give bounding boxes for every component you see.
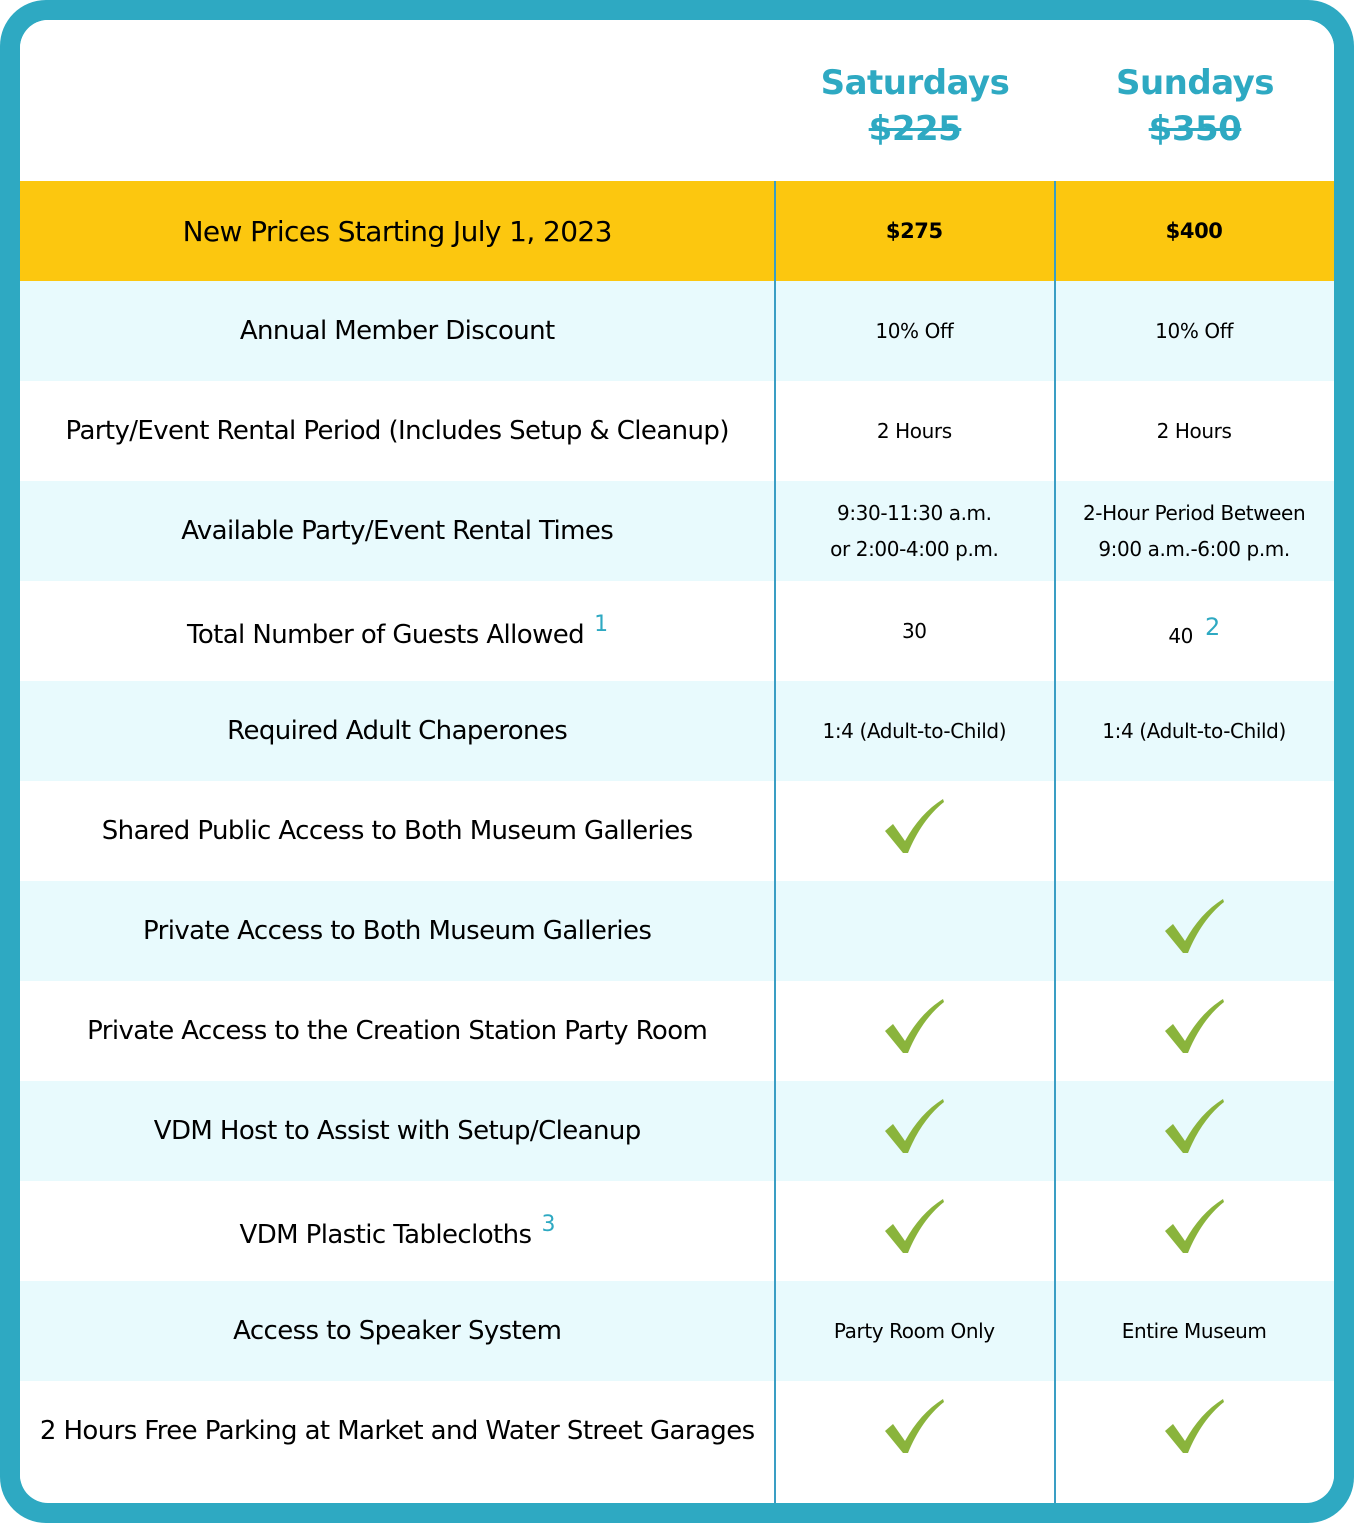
- footnote-marker: 2: [1204, 612, 1220, 641]
- saturday-cell: [774, 1397, 1054, 1466]
- table-row-member-discount: [20, 281, 1334, 381]
- saturday-old-price: $225: [868, 109, 962, 149]
- checkmark-icon: [883, 1397, 945, 1455]
- row-label: [20, 612, 774, 650]
- table-row-tablecloths: [20, 1181, 1334, 1281]
- column-divider: [1054, 181, 1056, 1503]
- table-row-guests: [20, 581, 1334, 681]
- checkmark-icon: [1163, 1397, 1225, 1455]
- saturday-cell: [774, 997, 1054, 1066]
- saturday-cell: [774, 797, 1054, 866]
- sunday-cell: 2 Hours: [1156, 419, 1232, 443]
- sunday-cell: [1054, 1097, 1334, 1166]
- table-row-speaker-system: [20, 1281, 1334, 1381]
- sunday-time-line-1: 2-Hour Period Between: [1082, 501, 1306, 525]
- sunday-header: [1055, 60, 1334, 152]
- checkmark-icon: [883, 997, 945, 1055]
- table-header: [20, 20, 1334, 181]
- saturday-cell: 30: [901, 619, 927, 643]
- sunday-cell: [1054, 609, 1334, 654]
- sunday-cell: 10% Off: [1155, 319, 1234, 343]
- sunday-cell: Entire Museum: [1121, 1319, 1267, 1343]
- footnote-marker: 3: [541, 1212, 555, 1237]
- row-label: New Prices Starting July 1, 2023: [182, 214, 612, 248]
- table-row-new-prices: [20, 181, 1334, 281]
- checkmark-icon: [883, 1197, 945, 1255]
- pricing-card: [20, 20, 1334, 1503]
- sunday-day-label: Sundays: [1115, 63, 1275, 103]
- row-label: VDM Host to Assist with Setup/Cleanup: [153, 1116, 641, 1146]
- table-row-rental-period: [20, 381, 1334, 481]
- table-row-shared-access: [20, 781, 1334, 881]
- sunday-guest-count: 40: [1168, 623, 1193, 648]
- row-label: Required Adult Chaperones: [227, 716, 568, 746]
- row-label: Shared Public Access to Both Museum Galleries: [101, 816, 693, 846]
- table-row-rental-times: [20, 481, 1334, 581]
- sunday-cell: [1054, 495, 1334, 567]
- saturday-cell: 2 Hours: [876, 419, 952, 443]
- pricing-table: [20, 181, 1334, 1481]
- row-label: Private Access to the Creation Station Party Room: [87, 1016, 708, 1046]
- saturday-day-label: Saturdays: [820, 63, 1010, 103]
- sunday-cell: [1054, 997, 1334, 1066]
- checkmark-icon: [1163, 1097, 1225, 1155]
- column-divider: [774, 181, 776, 1503]
- saturday-cell: $275: [885, 219, 943, 243]
- row-label: [20, 1212, 774, 1250]
- sunday-cell: [1054, 1397, 1334, 1466]
- saturday-cell: [774, 1197, 1054, 1266]
- saturday-cell: Party Room Only: [833, 1319, 995, 1343]
- row-label-text: VDM Plastic Tablecloths: [239, 1220, 532, 1250]
- checkmark-icon: [1163, 997, 1225, 1055]
- sunday-cell: 1:4 (Adult-to-Child): [1102, 719, 1286, 743]
- row-label: Private Access to Both Museum Galleries: [143, 916, 652, 946]
- row-label: Party/Event Rental Period (Includes Setup & Cleanup): [65, 416, 729, 446]
- sunday-old-price: $350: [1148, 109, 1242, 149]
- saturday-time-line-1: 9:30-11:30 a.m.: [837, 501, 992, 525]
- row-label: 2 Hours Free Parking at Market and Water Street Garages: [39, 1416, 755, 1446]
- checkmark-icon: [1163, 1197, 1225, 1255]
- sunday-time-line-2: 9:00 a.m.-6:00 p.m.: [1098, 537, 1290, 561]
- sunday-cell: [1054, 1197, 1334, 1266]
- saturday-cell: [774, 495, 1054, 567]
- saturday-cell: 1:4 (Adult-to-Child): [822, 719, 1007, 743]
- saturday-cell: 10% Off: [875, 319, 954, 343]
- sunday-cell: $400: [1165, 219, 1223, 243]
- table-row-vdm-host: [20, 1081, 1334, 1181]
- row-label-text: Total Number of Guests Allowed: [186, 620, 585, 650]
- row-label: Access to Speaker System: [233, 1316, 562, 1346]
- saturday-time-line-2: or 2:00-4:00 p.m.: [830, 537, 999, 561]
- table-row-private-access: [20, 881, 1334, 981]
- checkmark-icon: [883, 1097, 945, 1155]
- row-label: Available Party/Event Rental Times: [181, 516, 614, 546]
- saturday-cell: [774, 1097, 1054, 1166]
- row-label: Annual Member Discount: [239, 316, 555, 346]
- table-row-parking: [20, 1381, 1334, 1481]
- table-row-chaperones: [20, 681, 1334, 781]
- footnote-marker: 1: [594, 612, 608, 637]
- checkmark-icon: [1163, 897, 1225, 955]
- checkmark-icon: [883, 797, 945, 855]
- table-row-party-room: [20, 981, 1334, 1081]
- sunday-cell: [1054, 897, 1334, 966]
- saturday-header: [775, 60, 1055, 152]
